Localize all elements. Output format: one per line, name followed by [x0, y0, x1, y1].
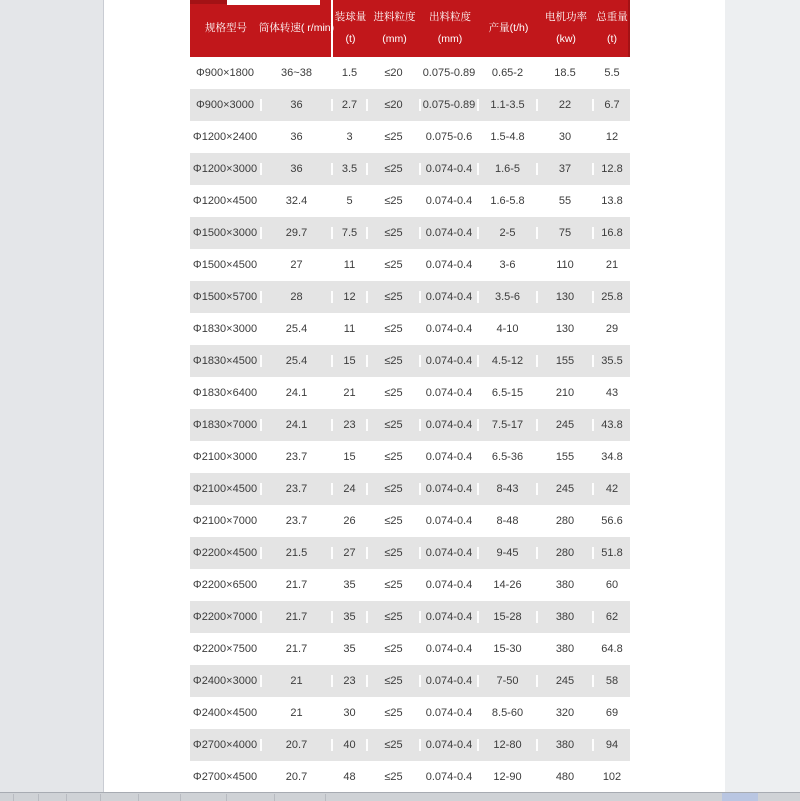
table-cell: 0.65-2 [479, 67, 538, 79]
table-cell: Φ1830×6400 [190, 387, 262, 399]
column-header [333, 0, 368, 57]
table-cell: 0.074-0.4 [421, 643, 479, 655]
table-row [190, 697, 630, 729]
table-cell: 0.074-0.4 [421, 515, 479, 527]
table-cell: ≤25 [368, 515, 421, 527]
table-cell: 0.075-0.89 [421, 67, 479, 79]
table-cell: 36 [262, 99, 333, 111]
table-cell: 43.8 [601, 419, 623, 431]
table-cell: 12 [333, 291, 368, 303]
table-row [190, 441, 630, 473]
table-cell: 0.074-0.4 [421, 707, 479, 719]
table-cell: 23.7 [262, 483, 333, 495]
table-cell: 12 [605, 131, 619, 143]
table-cell: Φ900×3000 [190, 99, 262, 111]
table-header-row [190, 0, 630, 57]
table-cell: 34.8 [601, 451, 623, 463]
table-cell: 23 [333, 675, 368, 687]
table-cell: 0.074-0.4 [421, 419, 479, 431]
table-cell: ≤25 [368, 579, 421, 591]
column-header-unit: (t) [607, 33, 617, 45]
table-cell: 130 [538, 291, 594, 303]
column-header [538, 0, 594, 57]
table-cell: 8.5-60 [479, 707, 538, 719]
table-cell: 27 [262, 259, 333, 271]
table-row [190, 89, 630, 121]
table-cell: 62 [605, 611, 619, 623]
table-cell: 5.5 [604, 67, 620, 79]
table-cell: ≤25 [368, 323, 421, 335]
table-cell: Φ1830×7000 [190, 419, 262, 431]
table-cell: 25.4 [262, 355, 333, 367]
column-header-unit: (mm) [437, 33, 463, 45]
table-cell: 245 [538, 419, 594, 431]
table-cell: 20.7 [262, 739, 333, 751]
table-cell: Φ1200×4500 [190, 195, 262, 207]
table-cell: 13.8 [601, 195, 623, 207]
table-cell: 16.8 [601, 227, 623, 239]
table-row [190, 281, 630, 313]
table-cell: 280 [538, 515, 594, 527]
table-cell: ≤25 [368, 355, 421, 367]
table-cell: Φ1500×3000 [190, 227, 262, 239]
table-row [190, 345, 630, 377]
table-cell: Φ1200×2400 [190, 131, 262, 143]
table-cell: 30 [333, 707, 368, 719]
table-cell: 7.5 [333, 227, 368, 239]
table-cell: 0.074-0.4 [421, 579, 479, 591]
table-row [190, 153, 630, 185]
table-cell: Φ900×1800 [190, 67, 262, 79]
table-cell: 64.8 [601, 643, 623, 655]
table-cell: 0.074-0.4 [421, 771, 479, 783]
document-page [104, 0, 725, 800]
table-cell: 69 [605, 707, 619, 719]
table-cell: 24.1 [262, 387, 333, 399]
table-cell: 0.074-0.4 [421, 291, 479, 303]
table-row [190, 217, 630, 249]
table-cell: 1.6-5 [479, 163, 538, 175]
table-cell: 0.074-0.4 [421, 547, 479, 559]
table-cell: 0.074-0.4 [421, 739, 479, 751]
table-cell: 0.075-0.6 [421, 131, 479, 143]
table-cell: Φ2100×4500 [190, 483, 262, 495]
table-cell: 6.5-15 [479, 387, 538, 399]
table-cell: ≤25 [368, 483, 421, 495]
table-cell: 12-90 [479, 771, 538, 783]
table-cell: 210 [538, 387, 594, 399]
table-cell: 102 [602, 771, 622, 783]
column-header-unit: (t) [345, 33, 356, 45]
spec-table [190, 0, 630, 793]
table-row [190, 633, 630, 665]
table-cell: 245 [538, 483, 594, 495]
table-row [190, 473, 630, 505]
table-cell: 36 [262, 131, 333, 143]
table-cell: 5 [333, 195, 368, 207]
table-row [190, 185, 630, 217]
table-cell: Φ1200×3000 [190, 163, 262, 175]
table-cell: 21.7 [262, 579, 333, 591]
table-cell: 58 [605, 675, 619, 687]
table-cell: 0.075-0.89 [421, 99, 479, 111]
column-header [258, 0, 335, 57]
table-row [190, 569, 630, 601]
table-cell: 35 [333, 611, 368, 623]
table-cell: 0.074-0.4 [421, 387, 479, 399]
table-cell: ≤25 [368, 771, 421, 783]
table-cell: ≤25 [368, 547, 421, 559]
column-header-label: 总重量 [596, 11, 628, 23]
table-cell: 0.074-0.4 [421, 323, 479, 335]
table-cell: 37 [538, 163, 594, 175]
table-row [190, 601, 630, 633]
table-cell: 6.5-36 [479, 451, 538, 463]
table-cell: ≤25 [368, 259, 421, 271]
table-cell: Φ2400×4500 [190, 707, 262, 719]
table-cell: 1.5 [333, 67, 368, 79]
table-cell: 21.5 [262, 547, 333, 559]
table-cell: 48 [333, 771, 368, 783]
table-cell: 155 [538, 355, 594, 367]
table-row [190, 57, 630, 89]
table-cell: 14-26 [479, 579, 538, 591]
table-cell: 55 [538, 195, 594, 207]
table-cell: 320 [538, 707, 594, 719]
table-cell: 0.074-0.4 [421, 483, 479, 495]
table-cell: ≤25 [368, 291, 421, 303]
table-cell: 2-5 [479, 227, 538, 239]
table-cell: 1.1-3.5 [479, 99, 538, 111]
table-cell: 27 [333, 547, 368, 559]
table-cell: 0.074-0.4 [421, 675, 479, 687]
column-header-label: 出料粒度 [429, 11, 471, 23]
table-row [190, 313, 630, 345]
table-cell: 22 [538, 99, 594, 111]
table-cell: ≤25 [368, 611, 421, 623]
table-cell: 0.074-0.4 [421, 259, 479, 271]
column-header-label: 规格型号 [205, 22, 247, 34]
table-cell: 29.7 [262, 227, 333, 239]
table-cell: 380 [538, 611, 594, 623]
table-cell: Φ2200×4500 [190, 547, 262, 559]
header-top-white-notch [227, 0, 320, 5]
table-cell: 380 [538, 739, 594, 751]
table-cell: ≤25 [368, 131, 421, 143]
table-cell: 7.5-17 [479, 419, 538, 431]
table-cell: 12.8 [601, 163, 623, 175]
table-cell: 0.074-0.4 [421, 163, 479, 175]
table-cell: 1.5-4.8 [479, 131, 538, 143]
table-cell: 23.7 [262, 451, 333, 463]
table-cell: 21.7 [262, 611, 333, 623]
table-cell: 18.5 [538, 67, 594, 79]
table-row [190, 665, 630, 697]
column-header-label: 装球量 [334, 11, 367, 23]
table-cell: 480 [538, 771, 594, 783]
table-cell: Φ2200×6500 [190, 579, 262, 591]
table-cell: ≤25 [368, 451, 421, 463]
table-cell: 29 [605, 323, 619, 335]
table-cell: Φ2200×7000 [190, 611, 262, 623]
table-cell: 35 [333, 643, 368, 655]
table-cell: 155 [538, 451, 594, 463]
table-cell: 94 [605, 739, 619, 751]
table-cell: 21 [262, 707, 333, 719]
table-cell: 60 [605, 579, 619, 591]
table-cell: ≤25 [368, 675, 421, 687]
table-cell: Φ2100×3000 [190, 451, 262, 463]
table-cell: 25.4 [262, 323, 333, 335]
column-header-unit: (kw) [556, 33, 576, 45]
table-cell: 36 [262, 163, 333, 175]
table-cell: 24.1 [262, 419, 333, 431]
table-cell: 2.7 [333, 99, 368, 111]
table-cell: 24 [333, 483, 368, 495]
table-cell: 28 [262, 291, 333, 303]
table-row [190, 729, 630, 761]
table-cell: Φ1500×5700 [190, 291, 262, 303]
table-cell: 51.8 [601, 547, 623, 559]
table-cell: 15 [333, 451, 368, 463]
table-cell: 43 [605, 387, 619, 399]
table-cell: 0.074-0.4 [421, 195, 479, 207]
column-header [594, 0, 630, 57]
table-cell: 3-6 [479, 259, 538, 271]
app-background-left [0, 0, 104, 800]
table-cell: 42 [605, 483, 619, 495]
table-cell: ≤25 [368, 739, 421, 751]
table-cell: 15 [333, 355, 368, 367]
header-right-edge-line [628, 0, 630, 57]
table-cell: Φ2200×7500 [190, 643, 262, 655]
table-cell: 0.074-0.4 [421, 611, 479, 623]
table-cell: 11 [333, 259, 368, 271]
column-header [479, 0, 538, 57]
table-cell: 130 [538, 323, 594, 335]
column-header-label: 产量(t/h) [488, 22, 529, 34]
table-cell: 12-80 [479, 739, 538, 751]
table-cell: 110 [538, 259, 594, 271]
table-cell: 9-45 [479, 547, 538, 559]
table-cell: Φ2700×4000 [190, 739, 262, 751]
table-cell: 20.7 [262, 771, 333, 783]
table-cell: 26 [333, 515, 368, 527]
header-top-dark-notch [190, 0, 227, 4]
table-row [190, 249, 630, 281]
table-cell: Φ1830×3000 [190, 323, 262, 335]
table-row [190, 537, 630, 569]
table-cell: ≤25 [368, 163, 421, 175]
table-cell: ≤25 [368, 227, 421, 239]
table-cell: 1.6-5.8 [479, 195, 538, 207]
table-cell: ≤20 [368, 67, 421, 79]
table-cell: 21 [262, 675, 333, 687]
table-row [190, 505, 630, 537]
table-cell: Φ2100×7000 [190, 515, 262, 527]
table-cell: 4.5-12 [479, 355, 538, 367]
table-cell: 380 [538, 643, 594, 655]
table-cell: 21 [605, 259, 619, 271]
table-cell: 23.7 [262, 515, 333, 527]
table-cell: 35 [333, 579, 368, 591]
column-header [421, 0, 479, 57]
table-cell: 21 [333, 387, 368, 399]
table-cell: 30 [538, 131, 594, 143]
table-cell: 32.4 [262, 195, 333, 207]
table-row [190, 377, 630, 409]
table-cell: 4-10 [479, 323, 538, 335]
table-cell: 245 [538, 675, 594, 687]
table-cell: 3 [333, 131, 368, 143]
table-cell: 56.6 [601, 515, 623, 527]
table-body [190, 57, 630, 793]
column-header-label: 电机功率 [545, 11, 587, 23]
table-cell: 25.8 [601, 291, 623, 303]
table-cell: ≤25 [368, 195, 421, 207]
table-row [190, 409, 630, 441]
table-cell: 40 [333, 739, 368, 751]
table-cell: Φ1500×4500 [190, 259, 262, 271]
table-cell: ≤25 [368, 707, 421, 719]
table-cell: 23 [333, 419, 368, 431]
table-cell: 380 [538, 579, 594, 591]
table-cell: 7-50 [479, 675, 538, 687]
column-header-label: 进料粒度 [373, 11, 416, 23]
table-cell: 15-30 [479, 643, 538, 655]
table-cell: 6.7 [604, 99, 620, 111]
table-cell: ≤20 [368, 99, 421, 111]
column-header-unit: (mm) [382, 33, 407, 45]
table-cell: 3.5 [333, 163, 368, 175]
table-cell: Φ2400×3000 [190, 675, 262, 687]
table-cell: ≤25 [368, 643, 421, 655]
table-cell: ≤25 [368, 419, 421, 431]
table-cell: 0.074-0.4 [421, 227, 479, 239]
table-cell: 15-28 [479, 611, 538, 623]
table-cell: 11 [333, 323, 368, 335]
column-header-label: 筒体转速( r/min) [258, 22, 335, 34]
table-row [190, 761, 630, 793]
table-cell: 3.5-6 [479, 291, 538, 303]
table-cell: 8-43 [479, 483, 538, 495]
table-cell: 36~38 [262, 67, 333, 79]
table-cell: Φ2700×4500 [190, 771, 262, 783]
table-cell: 280 [538, 547, 594, 559]
table-cell: 0.074-0.4 [421, 355, 479, 367]
table-cell: 75 [538, 227, 594, 239]
table-row [190, 121, 630, 153]
table-cell: 35.5 [601, 355, 623, 367]
table-cell: Φ1830×4500 [190, 355, 262, 367]
table-cell: 0.074-0.4 [421, 451, 479, 463]
column-header [368, 0, 421, 57]
column-header [190, 0, 262, 57]
table-cell: 21.7 [262, 643, 333, 655]
table-cell: 8-48 [479, 515, 538, 527]
table-cell: ≤25 [368, 387, 421, 399]
